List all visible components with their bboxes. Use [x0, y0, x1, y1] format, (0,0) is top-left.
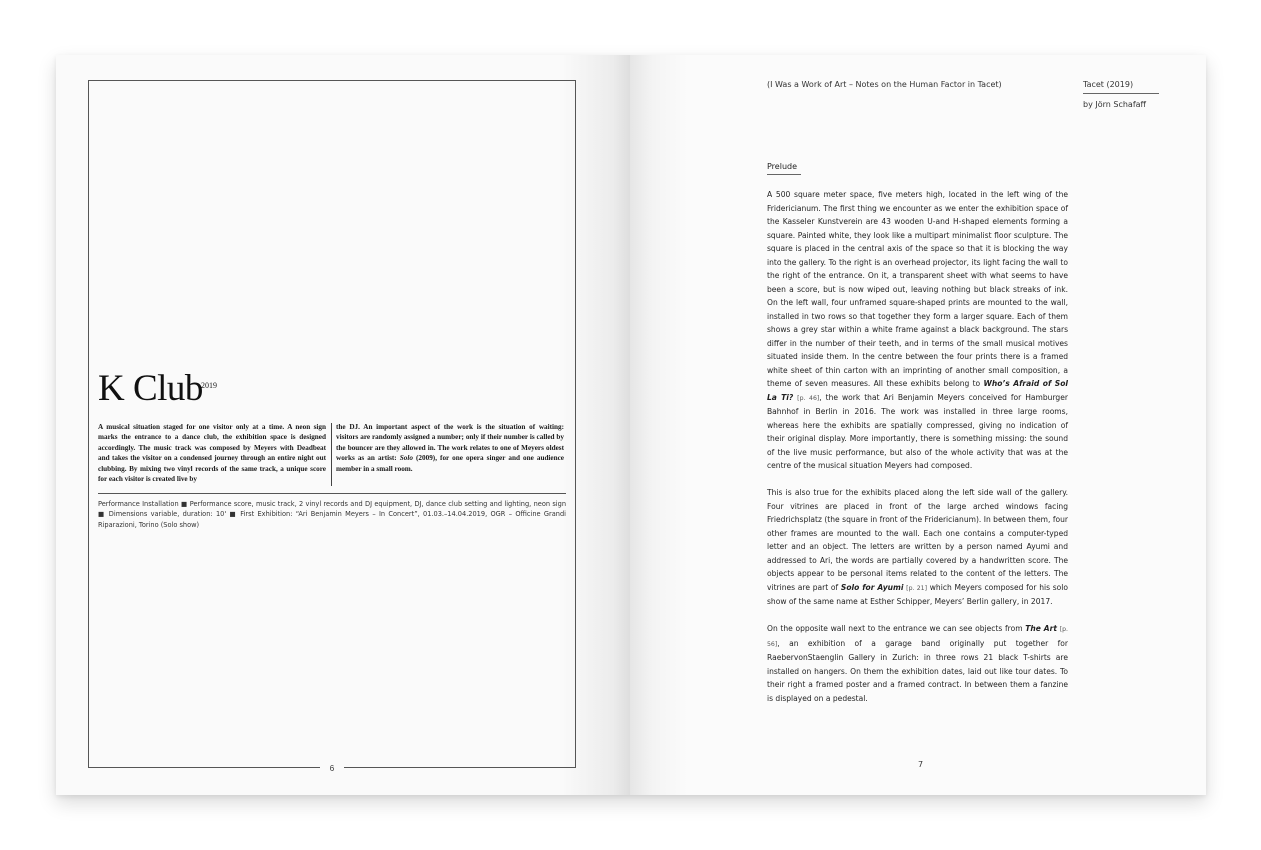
page-reference: [p. 21]	[906, 584, 928, 592]
section-heading: Prelude	[767, 162, 798, 171]
title-rule	[1083, 93, 1159, 94]
paragraph-text: which Meyers composed for his solo show of the same name at Esther Schipper, Meyers’ Berlin gallery, in 2017.	[767, 582, 1068, 606]
section-rule	[767, 174, 801, 175]
book-spread	[56, 55, 1206, 795]
running-head: (I Was a Work of Art – Notes on the Human Factor in Tacet)	[767, 80, 1002, 89]
paragraph-text: , an exhibition of a garage band originally put together for RaebervonStaenglin Gallery in Zurich: in three rows 21 black T-shirts are installed on hangers. On them the exhibition dates, laid out like tour dates. To their right a framed poster and a framed contract. In between them a fanzine is displayed on a pedestal.	[767, 638, 1068, 703]
right-page	[630, 55, 1206, 795]
description-text: (2009), for one opera singer and one audience member in a small room.	[336, 454, 565, 473]
description-column-1: A musical situation staged for one visitor only at a time. A neon sign marks the entrance to a dance club, the exhibition space is designed accordingly. The music track was composed by Meyers with Deadbeat and takes the visitor on a condensed journey through an entire night out clubbing. By mixing two vinyl records of the same track, a unique score for each visitor is created live by	[98, 423, 326, 484]
description-column-2	[336, 422, 564, 486]
work-title: K Club	[98, 368, 203, 409]
page-reference: [p. 46]	[797, 394, 820, 402]
work-year: 2019	[201, 381, 217, 390]
page-number-right: 7	[918, 760, 924, 769]
column-divider	[331, 423, 332, 486]
page-reference: [p. 56]	[767, 626, 1068, 648]
work-reference: Solo for Ayumi	[840, 582, 904, 592]
work-reference: Who’s Afraid of Sol La Ti?	[767, 379, 1068, 402]
essay-author: by Jörn Schafaff	[1083, 100, 1147, 109]
work-credits: Performance Installation ■ Performance score, music track, 2 vinyl records and DJ equipment, DJ, dance club setting and lighting, neon sign ■ Dimensions variable, duration: 10' ■ First Exhibition: “Ari Benjamin Meyers – In Concert”, 01.03.–14.04.2019, OGR – Officine Grandi Riparazioni, Torino (Solo show)	[98, 500, 566, 529]
paragraph-text: , the work that Ari Benjamin Meyers conceived for Hamburger Bahnhof in Berlin in 2016. The work was installed in three large rooms, whereas here the exhibits are spatially compressed, giving no indication of their original display. More importantly, there is something missing: the sound of the live music performance, but also of the whole activity that was at the centre of the musical situation Meyers had composed.	[767, 392, 1068, 470]
page-number-left: 6	[324, 762, 340, 776]
paragraph	[767, 188, 1068, 473]
work-description	[98, 422, 566, 486]
paragraph-text: This is also true for the exhibits placed along the left side wall of the gallery. Four vitrines are placed in front of the large arched windows facing Friedrichsplatz (the square in front of the Fridericianum). In between them, four other frames are mounted to the wall. Each one contains a computer-typed letter and an object. The letters are written by a person named Ayumi and addressed to Ari, the words are partially covered by a handwritten score. The objects appear to be personal items related to the content of the letters. The vitrines are part of	[767, 488, 1068, 592]
essay-work-title: Tacet (2019)	[1083, 80, 1134, 89]
paragraph	[767, 622, 1068, 705]
divider-rule	[98, 493, 566, 494]
essay-body	[767, 188, 1068, 719]
paragraph-text: A 500 square meter space, five meters high, located in the left wing of the Fridericianum. The first thing we encounter as we enter the exhibition space of the Kasseler Kunstverein are 43 wooden U-and H-shaped elements forming a square. Painted white, they look like a multipart minimalist floor sculpture. The square is placed in the central axis of the space so that it is blocking the way into the gallery. To the right is an overhead projector, its light facing the wall to the right of the entrance. On it, a transparent sheet with what seems to have been a score, but is now wiped out, leaving nothing but black streaks of ink. On the left wall, four unframed square-shaped prints are mounted to the wall, installed in two rows so that together they form a larger square. Each of them shows a grey star within a white frame against a black background. The stars differ in the number of their teeth, and in terms of the small musical motives situated inside them. In the centre between the four prints there is a framed white sheet of thin carton with an imprinting of another small composition, a theme of seven measures. All these exhibits belong to	[767, 190, 1068, 388]
work-reference: The Art	[1025, 624, 1057, 633]
left-page	[56, 55, 630, 795]
description-text: the DJ. An important aspect of the work is the situation of waiting: visitors are randomly assigned a number; only if their number is called by the bouncer are they allowed in. The work relates to one of Meyers oldest works as an artist:	[336, 423, 564, 463]
work-reference: Solo	[399, 454, 413, 463]
paragraph-text: On the opposite wall next to the entrance we can see objects from	[767, 624, 1026, 633]
paragraph	[767, 486, 1068, 609]
